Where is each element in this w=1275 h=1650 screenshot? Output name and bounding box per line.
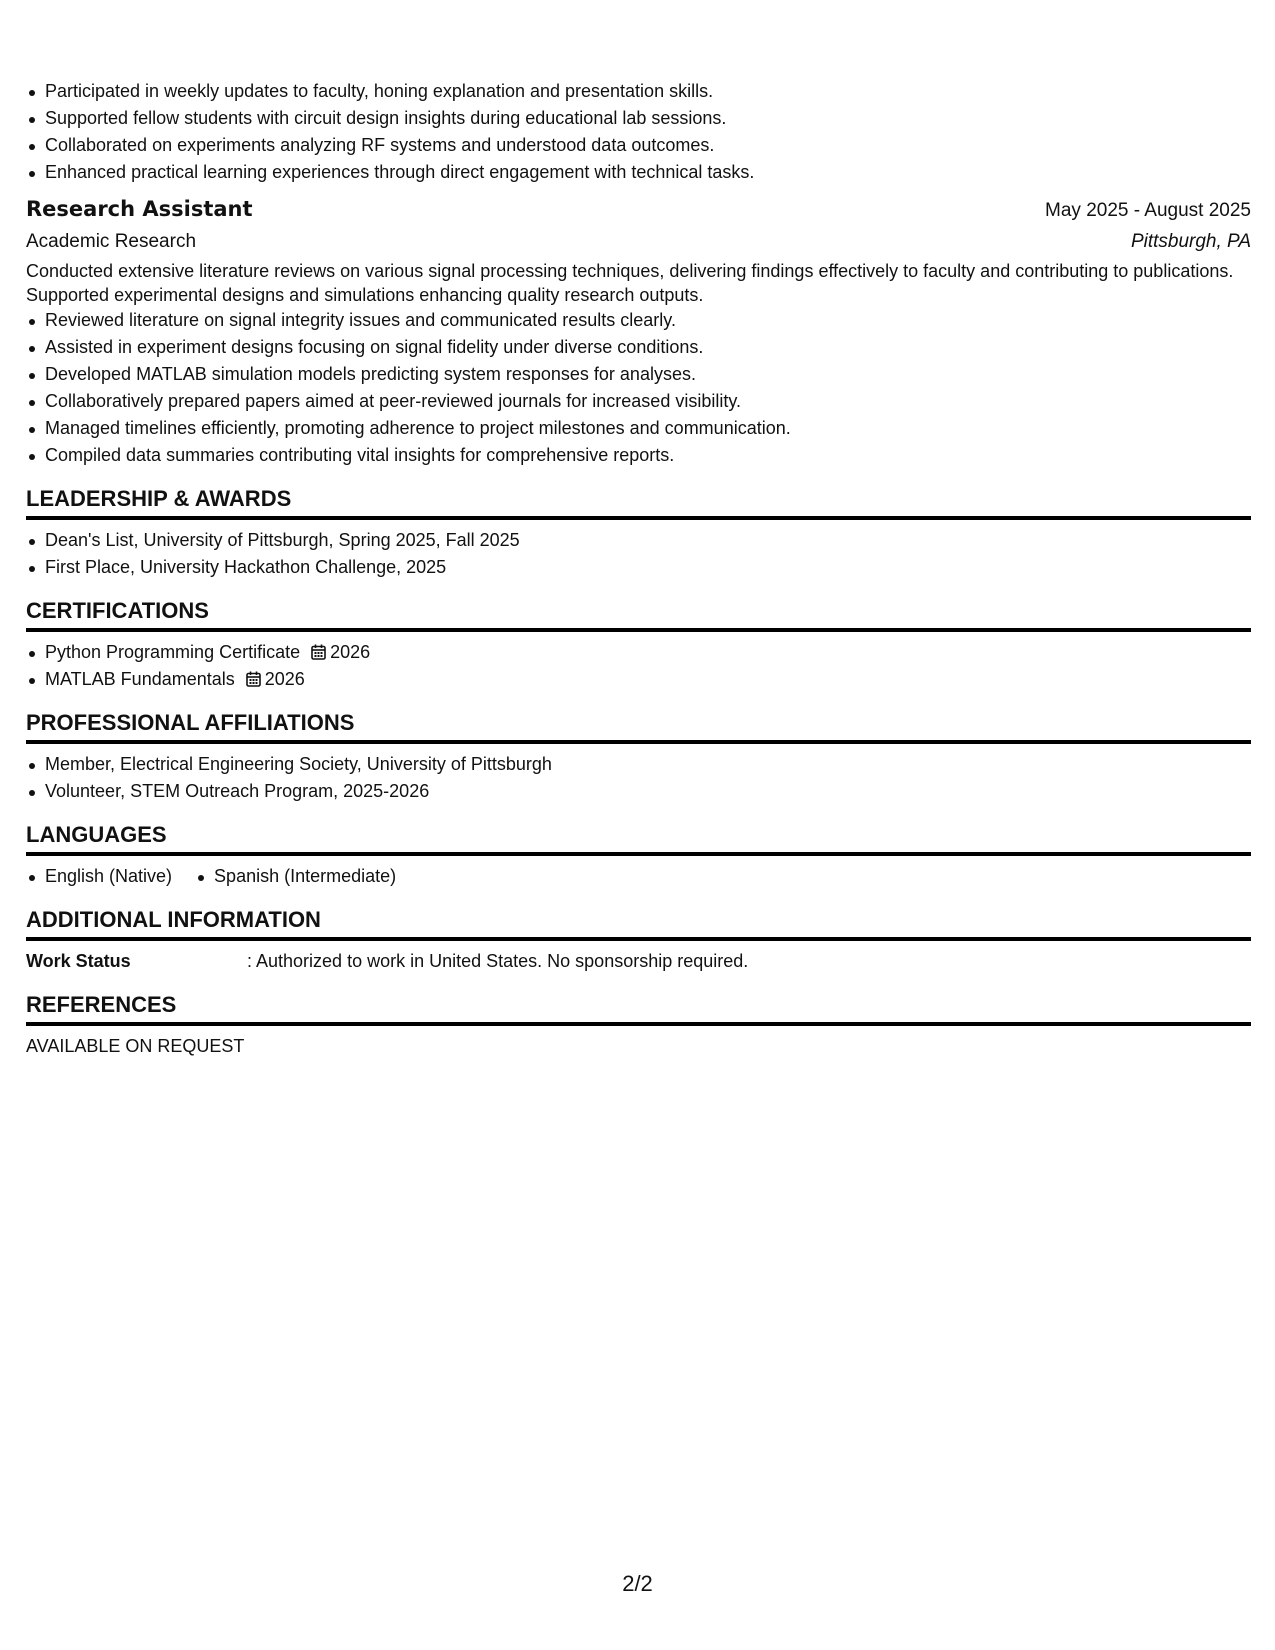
section-heading-languages: LANGUAGES bbox=[26, 821, 1251, 856]
list-item: First Place, University Hackathon Challenge, 2025 bbox=[26, 554, 1251, 581]
job-dates: May 2025 - August 2025 bbox=[1045, 200, 1251, 221]
job-location: Pittsburgh, PA bbox=[1130, 231, 1251, 252]
job-title: Research Assistant bbox=[26, 197, 253, 221]
list-item: Enhanced practical learning experiences through direct engagement with technical tasks. bbox=[26, 159, 1251, 186]
list-item: Assisted in experiment designs focusing on signal fidelity under diverse conditions. bbox=[26, 334, 1251, 361]
section-heading-references: REFERENCES bbox=[26, 991, 1251, 1026]
job-subheader bbox=[26, 226, 1251, 257]
list-item: Supported fellow students with circuit design insights during educational lab sessions. bbox=[26, 105, 1251, 132]
language-item: English (Native) bbox=[26, 863, 172, 890]
list-item: Member, Electrical Engineering Society, University of Pittsburgh bbox=[26, 751, 1251, 778]
list-item: Compiled data summaries contributing vital insights for comprehensive reports. bbox=[26, 442, 1251, 469]
list-item: Participated in weekly updates to faculty, honing explanation and presentation skills. bbox=[26, 78, 1251, 105]
references-text: AVAILABLE ON REQUEST bbox=[26, 1036, 245, 1056]
resume-page bbox=[26, 78, 1251, 1060]
research-role bbox=[26, 194, 1251, 469]
job-header bbox=[26, 194, 1251, 226]
job-summary: Conducted extensive literature reviews on various signal processing techniques, delivering findings effectively to faculty and contributing to publications. Supported experimental designs and simulations enhancing quality research outputs. bbox=[26, 261, 1234, 305]
list-item: Developed MATLAB simulation models predicting system responses for analyses. bbox=[26, 361, 1251, 388]
certifications-list bbox=[26, 639, 1251, 693]
job-organization: Academic Research bbox=[26, 231, 197, 252]
certification-year: 2026 bbox=[330, 642, 371, 662]
section-heading-leadership: LEADERSHIP & AWARDS bbox=[26, 485, 1251, 520]
work-status-value: : Authorized to work in United States. No sponsorship required. bbox=[247, 951, 749, 971]
leadership-list bbox=[26, 527, 1251, 581]
list-item bbox=[26, 666, 1251, 693]
list-item: Volunteer, STEM Outreach Program, 2025-2026 bbox=[26, 778, 1251, 805]
page-number: 2/2 bbox=[622, 1571, 653, 1596]
calendar-icon bbox=[311, 644, 326, 660]
work-status-row bbox=[26, 948, 1251, 975]
section-heading-affiliations: PROFESSIONAL AFFILIATIONS bbox=[26, 709, 1251, 744]
list-item: Managed timelines efficiently, promoting adherence to project milestones and communication. bbox=[26, 415, 1251, 442]
certification-year: 2026 bbox=[264, 669, 305, 689]
certification-name: Python Programming Certificate bbox=[45, 642, 301, 662]
section-heading-certifications: CERTIFICATIONS bbox=[26, 597, 1251, 632]
affiliations-list bbox=[26, 751, 1251, 805]
language-item: Spanish (Intermediate) bbox=[195, 863, 396, 890]
list-item: Reviewed literature on signal integrity issues and communicated results clearly. bbox=[26, 307, 1251, 334]
list-item: Collaboratively prepared papers aimed at peer-reviewed journals for increased visibility. bbox=[26, 388, 1251, 415]
certification-name: MATLAB Fundamentals bbox=[45, 669, 235, 689]
calendar-icon bbox=[246, 671, 261, 687]
research-role-bullets bbox=[26, 307, 1251, 469]
list-item: Collaborated on experiments analyzing RF systems and understood data outcomes. bbox=[26, 132, 1251, 159]
languages-list bbox=[26, 863, 1251, 890]
section-heading-additional: ADDITIONAL INFORMATION bbox=[26, 906, 1251, 941]
list-item: Dean's List, University of Pittsburgh, Spring 2025, Fall 2025 bbox=[26, 527, 1251, 554]
prior-role-bullets bbox=[26, 78, 1251, 186]
work-status-label: Work Status bbox=[26, 951, 131, 971]
list-item bbox=[26, 639, 1251, 666]
